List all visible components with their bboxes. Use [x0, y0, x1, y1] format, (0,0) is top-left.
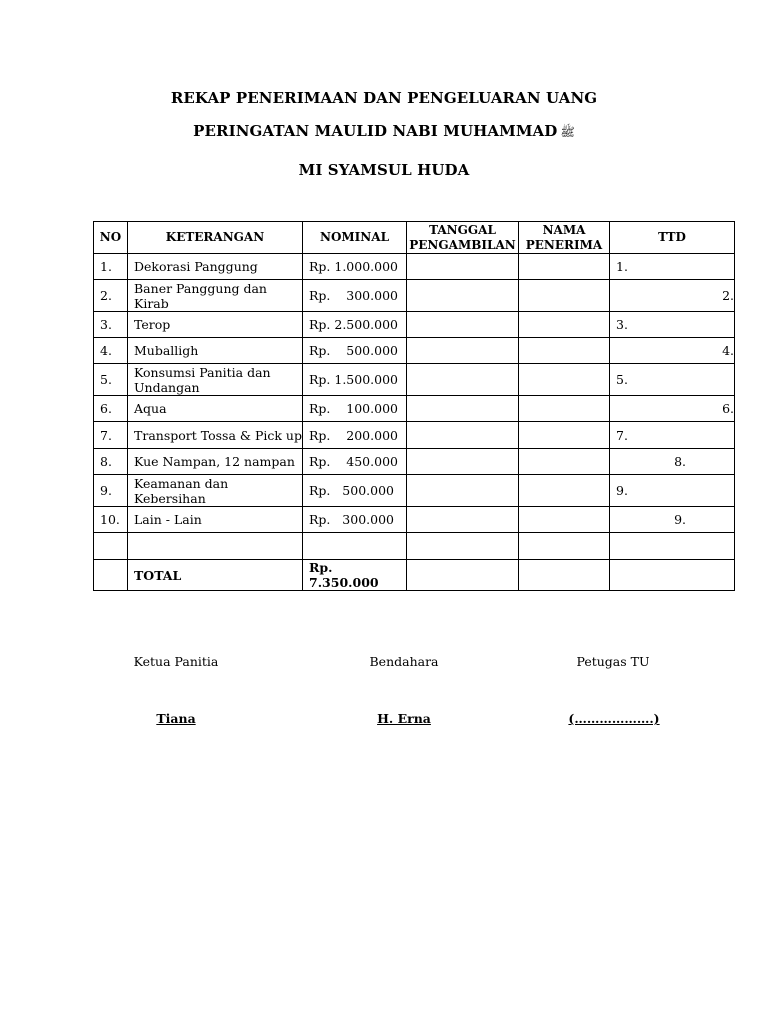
table-row [94, 254, 735, 280]
doc-title-line2-text: PERINGATAN MAULID NABI MUHAMMAD [193, 122, 558, 140]
table-header-row [94, 222, 735, 254]
salawat-symbol: ﷺ [560, 125, 575, 139]
row-ttd: 3. [610, 312, 735, 338]
empty-cell [519, 533, 610, 560]
row-tanggal [407, 312, 519, 338]
empty-cell [519, 560, 610, 591]
table-row [94, 449, 735, 475]
row-keterangan: Aqua [128, 396, 303, 422]
row-nominal: Rp. 100.000 [303, 396, 407, 422]
row-tanggal [407, 396, 519, 422]
empty-cell [610, 533, 735, 560]
row-nama [519, 422, 610, 449]
row-ttd: 7. [610, 422, 735, 449]
row-nama [519, 312, 610, 338]
row-no: 10. [94, 507, 128, 533]
bendahara-signature [304, 711, 504, 726]
row-no: 9. [94, 475, 128, 507]
row-keterangan: Dekorasi Panggung [128, 254, 303, 280]
bendahara-name: H. Erna [377, 711, 431, 726]
row-tanggal [407, 507, 519, 533]
row-nominal: Rp. 1.000.000 [303, 254, 407, 280]
row-ttd: 1. [610, 254, 735, 280]
ketua-title: Ketua Panitia [133, 654, 219, 669]
table-total-row [94, 560, 735, 591]
row-nama [519, 280, 610, 312]
empty-cell [610, 560, 735, 591]
petugas-name: (……………….) [568, 711, 660, 726]
table-row [94, 280, 735, 312]
empty-cell [94, 533, 128, 560]
row-ttd: 9. [610, 475, 735, 507]
row-ttd: 5. [610, 364, 735, 396]
row-tanggal [407, 422, 519, 449]
row-nominal: Rp. 450.000 [303, 449, 407, 475]
row-ttd: 2. [610, 280, 735, 312]
row-no: 1. [94, 254, 128, 280]
row-tanggal [407, 364, 519, 396]
header-nama [519, 222, 610, 254]
row-keterangan: Baner Panggung dan Kirab [128, 280, 303, 312]
table-row [94, 364, 735, 396]
empty-cell [94, 560, 128, 591]
header-ttd: TTD [610, 222, 735, 254]
empty-cell [407, 560, 519, 591]
total-value: Rp. 7.350.000 [303, 560, 407, 591]
header-keterangan: KETERANGAN [128, 222, 303, 254]
row-keterangan: Lain - Lain [128, 507, 303, 533]
row-no: 4. [94, 338, 128, 364]
empty-cell [128, 533, 303, 560]
bendahara-title: Bendahara [369, 654, 439, 669]
row-nama [519, 449, 610, 475]
table-row-empty [94, 533, 735, 560]
row-ttd: 4. [610, 338, 735, 364]
table-row [94, 422, 735, 449]
row-keterangan: Transport Tossa & Pick up [128, 422, 303, 449]
row-nominal: Rp. 2.500.000 [303, 312, 407, 338]
rekap-table [93, 221, 735, 591]
row-no: 3. [94, 312, 128, 338]
row-keterangan: Kue Nampan, 12 nampan [128, 449, 303, 475]
table-row [94, 396, 735, 422]
row-tanggal [407, 338, 519, 364]
row-no: 8. [94, 449, 128, 475]
row-keterangan: Keamanan dan Kebersihan [128, 475, 303, 507]
row-nominal: Rp. 500.000 [303, 338, 407, 364]
row-keterangan: Muballigh [128, 338, 303, 364]
row-ttd: 6. [610, 396, 735, 422]
row-keterangan: Konsumsi Panitia dan Undangan [128, 364, 303, 396]
table-row [94, 507, 735, 533]
row-no: 6. [94, 396, 128, 422]
row-nama [519, 475, 610, 507]
row-nama [519, 254, 610, 280]
table-row [94, 475, 735, 507]
ketua-name: Tiana [156, 711, 196, 726]
header-no: NO [94, 222, 128, 254]
empty-cell [407, 533, 519, 560]
row-nama [519, 364, 610, 396]
doc-title-line3: MI SYAMSUL HUDA [298, 161, 470, 179]
row-nominal: Rp. 300.000 [303, 507, 407, 533]
row-keterangan: Terop [128, 312, 303, 338]
row-ttd: 8. [610, 449, 735, 475]
row-ttd: 9. [610, 507, 735, 533]
row-no: 7. [94, 422, 128, 449]
empty-cell [303, 533, 407, 560]
petugas-title: Petugas TU [576, 654, 650, 669]
row-tanggal [407, 254, 519, 280]
row-nama [519, 338, 610, 364]
header-nominal: NOMINAL [303, 222, 407, 254]
row-nama [519, 396, 610, 422]
row-tanggal [407, 475, 519, 507]
table-row [94, 312, 735, 338]
row-nama [519, 507, 610, 533]
doc-title-line2 [0, 122, 768, 142]
row-tanggal [407, 449, 519, 475]
header-nama-line2: PENERIMA [525, 237, 603, 252]
header-nama-line1: NAMA [542, 222, 586, 237]
ketua-signature [76, 711, 276, 726]
doc-title-line1: REKAP PENERIMAAN DAN PENGELUARAN UANG [170, 89, 598, 107]
row-tanggal [407, 280, 519, 312]
table-row [94, 338, 735, 364]
row-no: 2. [94, 280, 128, 312]
row-nominal: Rp. 500.000 [303, 475, 407, 507]
header-tanggal [407, 222, 519, 254]
row-nominal: Rp. 300.000 [303, 280, 407, 312]
petugas-signature [514, 711, 714, 726]
row-no: 5. [94, 364, 128, 396]
row-nominal: Rp. 1.500.000 [303, 364, 407, 396]
total-label: TOTAL [128, 560, 303, 591]
header-tanggal-line2: PENGAMBILAN [409, 237, 516, 252]
header-tanggal-line1: TANGGAL [429, 222, 496, 237]
row-nominal: Rp. 200.000 [303, 422, 407, 449]
